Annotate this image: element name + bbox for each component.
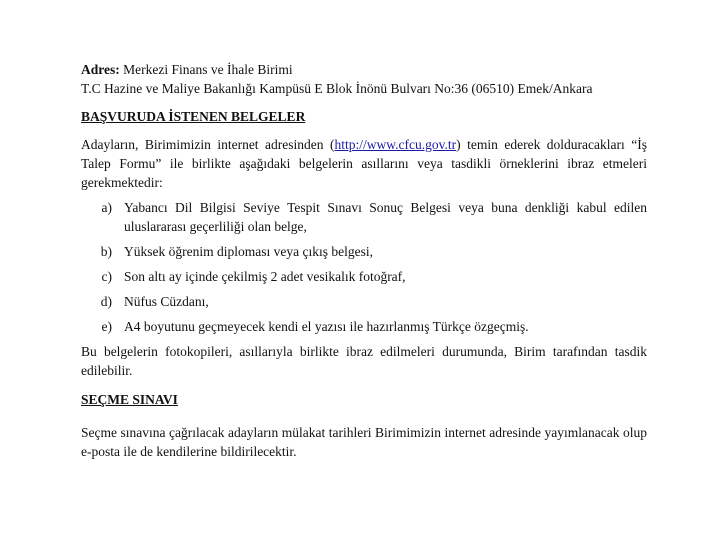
list-item-marker: b) (100, 244, 112, 259)
address-name: Merkezi Finans ve İhale Birimi (123, 62, 293, 77)
list-item (81, 267, 647, 286)
list-item-text: Yabancı Dil Bilgisi Seviye Tespit Sınavı Sonuç Belgesi veya buna denkliği kabul edilen uluslararası geçerliliği olan belge, (124, 200, 647, 234)
list-item (81, 317, 647, 336)
required-documents-list (81, 198, 647, 336)
intro-text-after: ) temin ederek dolduracakları “İş Talep Formu” ile birlikte aşağıdaki belgelerin asıllarını veya tasdikli örneklerini ibraz etmeleri gerekmektedir: (81, 137, 647, 190)
list-item-text: Yüksek öğrenim diploması veya çıkış belgesi, (124, 244, 373, 259)
list-item-marker: e) (101, 319, 112, 334)
list-item-marker: a) (101, 200, 112, 215)
address-line-2: T.C Hazine ve Maliye Bakanlığı Kampüsü E Blok İnönü Bulvarı No:36 (06510) Emek/Ankara (81, 81, 593, 96)
address-label: Adres: (81, 62, 120, 77)
list-item-marker: d) (100, 294, 112, 309)
list-item-text: A4 boyutunu geçmeyecek kendi el yazısı ile hazırlanmış Türkçe özgeçmiş. (124, 319, 529, 334)
list-item (81, 292, 647, 311)
list-item (81, 242, 647, 261)
documents-heading: BAŞVURUDA İSTENEN BELGELER (81, 109, 306, 124)
list-item-text: Nüfus Cüzdanı, (124, 294, 209, 309)
documents-closing: Bu belgelerin fotokopileri, asıllarıyla birlikte ibraz edilmeleri durumunda, Birim tarafından tasdik edilebilir. (81, 344, 647, 378)
document-page (81, 60, 647, 461)
address-block (81, 60, 647, 98)
address-line-1 (81, 60, 647, 79)
list-item-text: Son altı ay içinde çekilmiş 2 adet vesikalık fotoğraf, (124, 269, 406, 284)
list-item-marker: c) (101, 269, 112, 284)
exam-heading: SEÇME SINAVI (81, 392, 178, 407)
documents-intro (81, 135, 647, 192)
intro-text-before: Adayların, Birimimizin internet adresinden ( (81, 137, 335, 152)
cfcu-website-link[interactable]: http://www.cfcu.gov.tr (334, 137, 457, 152)
list-item (81, 198, 647, 236)
exam-text: Seçme sınavına çağrılacak adayların mülakat tarihleri Birimimizin internet adresinde yayımlanacak olup e-posta ile de kendilerine bildirilecektir. (81, 425, 647, 459)
